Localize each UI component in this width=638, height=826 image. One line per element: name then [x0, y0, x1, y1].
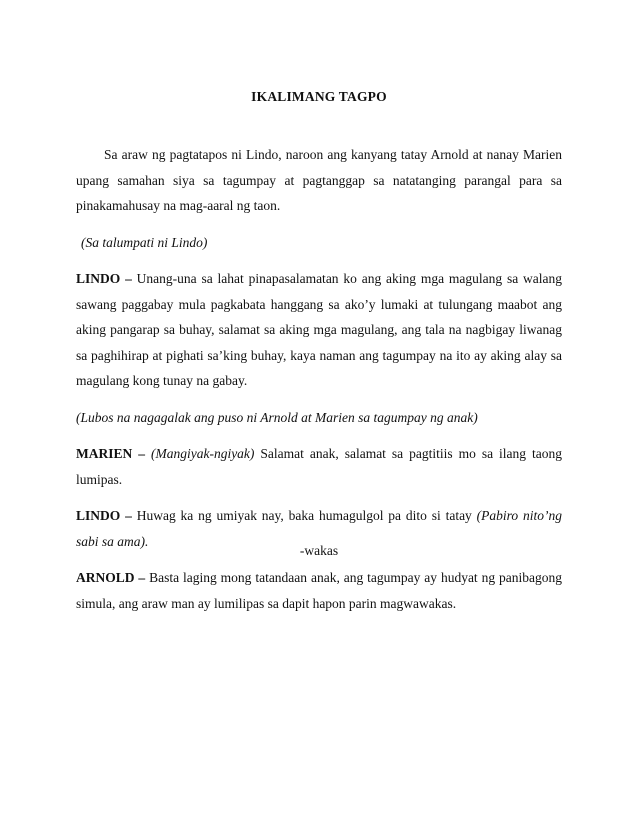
speaker-name: LINDO –	[76, 271, 132, 286]
stage-direction: (Sa talumpati ni Lindo)	[81, 234, 208, 250]
stage-direction: (Lubos na nagagalak ang puso ni Arnold at Marien sa tagumpay ng anak)	[76, 409, 478, 425]
speaker-name: ARNOLD –	[76, 570, 146, 585]
dialogue-text: Salamat anak, salamat sa pagtitiis mo sa ilang taong lumipas.	[76, 446, 563, 487]
ending-text: -wakas	[299, 543, 339, 558]
page-title: IKALIMANG TAGPO	[251, 89, 387, 104]
inline-direction: (Mangiyak-ngiyak)	[150, 446, 255, 461]
dialogue-text: Unang-una sa lahat pinapasalamatan ko ang aking mga magulang sa walang sawang paggabay mula pagkabata hanggang sa ako’y lumaki at tulungang maabot ang aking pangarap sa buhay, salamat sa aking mga magulang, ang tala na nagbigay liwanag sa paghihirap at pighati sa’king buhay, kaya naman ang tagumpay na ito ay aking alay sa magulang kong tunay na gabay.	[76, 271, 562, 388]
dialogue-line-lindo	[76, 266, 562, 394]
intro-paragraph: Sa araw ng pagtatapos ni Lindo, naroon ang kanyang tatay Arnold at nanay Marien upang samahan siya sa tagumpay at pagtanggap sa natatanging parangal para sa pinakamahusay na mag-aaral ng taon.	[76, 147, 562, 213]
speaker-name: MARIEN –	[76, 446, 145, 461]
dialogue-text: Huwag ka ng umiyak nay, baka humagulgol pa dito si tatay	[136, 508, 472, 523]
dialogue-text: Basta laging mong tatandaan anak, ang tagumpay ay hudyat ng panibagong simula, ang araw man ay lumilipas sa dapit hapon parin magwawakas.	[76, 570, 562, 611]
speaker-name: LINDO –	[76, 508, 132, 523]
inline-direction: (Pabiro nito’ng sabi sa ama).	[76, 508, 562, 549]
dialogue-line-marien	[76, 441, 562, 492]
dialogue-line-arnold	[76, 565, 562, 616]
